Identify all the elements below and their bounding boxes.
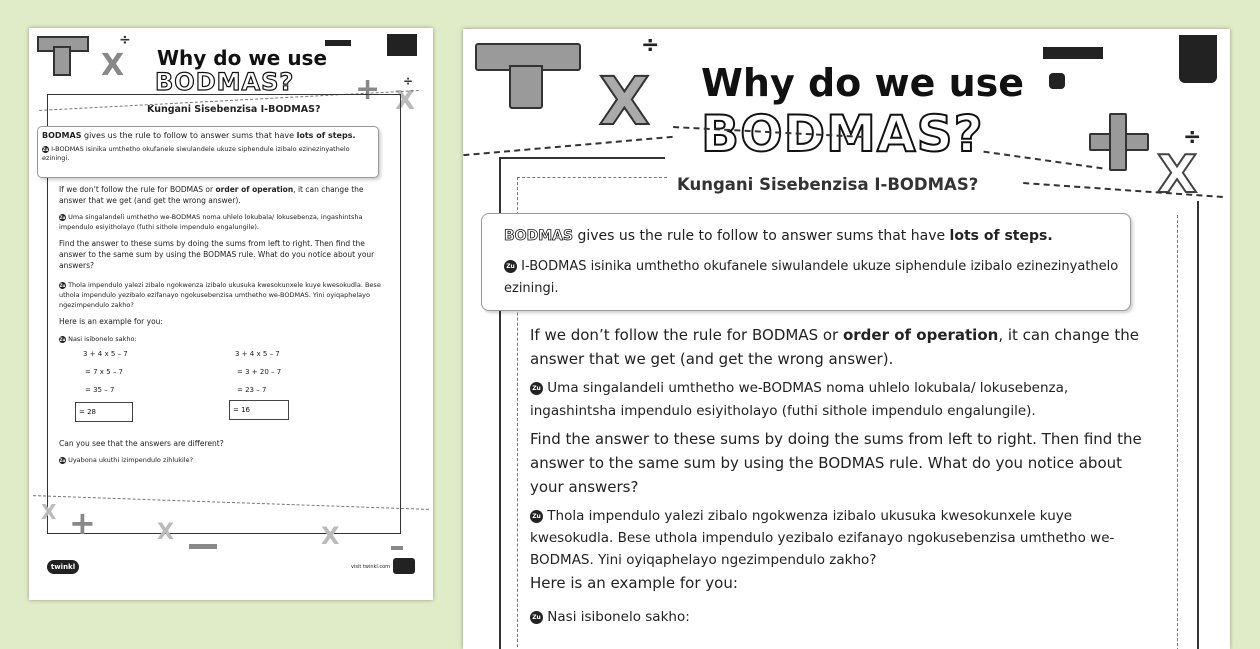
t-shape-stem-icon <box>509 65 543 109</box>
right-sum-line: = 23 – 7 <box>237 386 267 394</box>
left-sum-line: = 35 – 7 <box>85 386 115 394</box>
twinkl-badge-icon <box>393 558 415 574</box>
zu-badge-icon: Zu <box>530 611 543 624</box>
intro-text: BODMAS gives us the rule to follow to answer sums that have lots of steps. <box>504 228 1053 244</box>
intro-zu-text: Zu I-BODMAS isinika umthetho okufanele siwulandele ukuze siphendule izibalo ezinezinyathelo eziningi. <box>42 145 350 162</box>
page-title-line2: BODMAS? <box>155 68 295 96</box>
zu-badge-icon: Zu <box>530 382 543 395</box>
zu-badge-icon: Zu <box>59 214 66 220</box>
minus-icon <box>1043 47 1103 59</box>
right-sum-line: 3 + 4 x 5 – 7 <box>235 350 280 358</box>
divide-icon: ÷ <box>403 74 414 88</box>
times-icon: X <box>41 500 57 524</box>
question-zu: Zu Uyabona ukuthi izimpendulo zihlukile? <box>59 456 194 464</box>
block-icon <box>1179 35 1217 83</box>
divide-icon: ÷ <box>1183 125 1202 150</box>
times-icon: X <box>1157 145 1198 205</box>
left-sum-line: = 7 x 5 – 7 <box>85 368 123 376</box>
para1: If we don’t follow the rule for BODMAS or order of operation, it can change the answer that we get (and get the wrong answer). <box>530 326 1139 368</box>
plus-icon-vertical <box>1109 113 1127 171</box>
question: Can you see that the answers are different? <box>59 439 224 448</box>
zu-badge-icon: Zu <box>530 510 543 523</box>
zu-badge-icon: Zu <box>504 260 517 273</box>
times-icon: X <box>101 48 125 83</box>
block-icon <box>1049 73 1065 89</box>
dashed-divider <box>983 151 1102 170</box>
subtitle: Kungani Sisebenzisa I-BODMAS? <box>677 175 979 194</box>
page-title-line1: Why do we use <box>157 46 328 70</box>
intro-zu-text: Zu I-BODMAS isinika umthetho okufanele siwulandele ukuze siphendule izibalo ezinezinyathelo eziningi. <box>504 259 1119 296</box>
para2: Find the answer to these sums by doing the sums from left to right. Then find the answer to the same sum by using the BODMAS rule. What do you notice about your answers? <box>59 239 375 270</box>
example-zu: Zu Nasi isibonelo sakho: <box>530 609 690 625</box>
para2-zu: Zu Thola impendulo yalezi zibalo ngokwenza izibalo ukusuka kwesokunxele kuye kwesokudla. Bese uthola impendulo yezibalo ezifanayo ngokusebenzisa umthetho we-BODMAS. Yini oyiqaphelayo ngezimpendulo zakho? <box>59 281 381 309</box>
twinkl-logo: twinkl <box>47 560 79 574</box>
para1-zu: Zu Uma singalandeli umthetho we-BODMAS noma uhlelo lokubala/ lokusebenza, ingashintsha impendulo esiyitholayo (futhi sithole impendulo engalungile). <box>59 213 363 231</box>
plus-icon: + <box>69 504 96 542</box>
subtitle: Kungani Sisebenzisa I-BODMAS? <box>147 104 321 115</box>
intro-card <box>37 126 379 178</box>
divide-icon: ÷ <box>641 33 660 58</box>
worksheet-thumbnail[interactable] <box>29 28 433 600</box>
left-answer-box[interactable]: = 28 <box>75 402 133 422</box>
frame-right-border <box>1197 201 1199 649</box>
intro-text: BODMAS gives us the rule to follow to answer sums that have lots of steps. <box>42 131 356 140</box>
times-icon: X <box>395 86 416 116</box>
frame-top-border <box>499 157 665 159</box>
dashed-inner-right <box>1177 215 1178 649</box>
para2: Find the answer to these sums by doing the sums from left to right. Then find the answer to the same sum by using the BODMAS rule. What do you notice about your answers? <box>530 430 1142 496</box>
zu-badge-icon: Zu <box>59 336 66 342</box>
t-shape-stem-icon <box>53 46 71 76</box>
right-answer-box[interactable]: = 16 <box>229 400 289 420</box>
example-zu: Zu Nasi isibonelo sakho: <box>59 335 137 343</box>
right-sum-line: = 3 + 20 – 7 <box>237 368 282 376</box>
minus-icon <box>325 40 351 46</box>
minus-icon <box>189 544 217 549</box>
example-label: Here is an example for you: <box>59 317 163 326</box>
divide-icon: ÷ <box>119 32 131 48</box>
worksheet-zoomed[interactable] <box>463 29 1230 649</box>
footer-url[interactable]: visit twinkl.com <box>351 564 391 570</box>
zu-badge-icon: Zu <box>59 457 66 463</box>
plus-icon: + <box>355 72 381 107</box>
times-icon: X <box>321 522 340 550</box>
example-label: Here is an example for you: <box>530 574 738 592</box>
zu-badge-icon: Zu <box>42 146 49 152</box>
minus-icon <box>391 546 403 550</box>
para1: If we don’t follow the rule for BODMAS or order of operation, it can change the answer that we get (and get the wrong answer). <box>59 185 364 205</box>
block-icon <box>387 34 417 56</box>
zu-badge-icon: Zu <box>59 282 66 288</box>
dashed-inner-top <box>517 177 667 178</box>
page-title-line2: BODMAS? <box>701 105 984 163</box>
para1-zu: Zu Uma singalandeli umthetho we-BODMAS noma uhlelo lokubala/ lokusebenza, ingashintsha impendulo esiyitholayo (futhi sithole impendulo engalungile). <box>530 380 1069 419</box>
left-sum-line: 3 + 4 x 5 – 7 <box>83 350 128 358</box>
times-icon: X <box>157 520 174 545</box>
intro-card <box>481 213 1131 311</box>
dashed-divider <box>463 136 672 156</box>
para2-zu: Zu Thola impendulo yalezi zibalo ngokwenza izibalo ukusuka kwesokunxele kuye kwesokudla. Bese uthola impendulo yezibalo ezifanayo ngokusebenzisa umthetho we-BODMAS. Yini oyiqaphelayo ngezimpendulo zakho? <box>530 508 1115 568</box>
times-icon: X <box>599 63 650 140</box>
page-title-line1: Why do we use <box>701 61 1025 105</box>
